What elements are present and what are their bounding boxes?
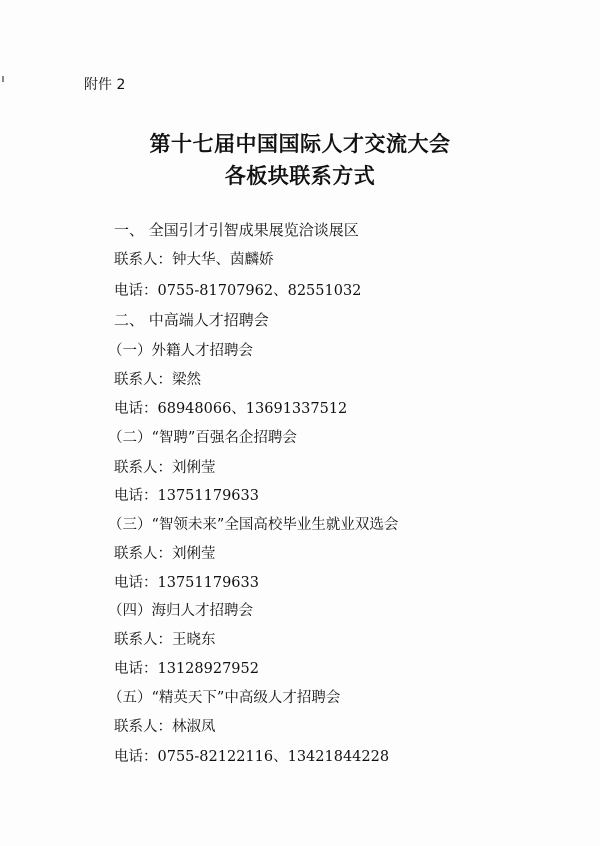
section-1-phone: 电话：0755-81707962、82551032 <box>114 283 362 299</box>
annex-label: 附件 2 <box>84 77 126 93</box>
section-2-heading: 二、 中高端人才招聘会 <box>114 311 269 329</box>
subsection-2d-contact: 联系人：王晓东 <box>114 632 216 648</box>
subsection-2b-title: （二）“智聘”百强名企招聘会 <box>108 430 297 446</box>
document-title: 第十七届中国国际人才交流大会 <box>149 131 451 156</box>
subsection-2c-title: （三）“智领未来”全国高校毕业生就业双选会 <box>108 517 399 533</box>
subsection-2a-phone: 电话：68948066、13691337512 <box>114 401 348 417</box>
section-1-heading: 一、 全国引才引智成果展览洽谈展区 <box>114 221 359 239</box>
scan-artifact <box>2 76 4 82</box>
subsection-2e-title: （五）“精英天下”中高级人才招聘会 <box>108 690 341 706</box>
subsection-2e-phone: 电话：0755-82122116、13421844228 <box>114 749 390 765</box>
subsection-2d-title: （四）海归人才招聘会 <box>108 603 253 619</box>
subsection-2b-contact: 联系人：刘俐莹 <box>114 460 216 476</box>
subsection-2c-phone: 电话：13751179633 <box>114 575 259 591</box>
subsection-2c-contact: 联系人：刘俐莹 <box>114 546 216 562</box>
subsection-2a-contact: 联系人：梁然 <box>114 372 201 388</box>
section-1-contact: 联系人：钟大华、茵麟娇 <box>114 252 274 268</box>
subsection-2e-contact: 联系人：林淑凤 <box>114 719 216 735</box>
subsection-2d-phone: 电话：13128927952 <box>114 661 259 677</box>
subsection-2a-title: （一）外籍人才招聘会 <box>108 343 253 359</box>
document-subtitle: 各板块联系方式 <box>224 163 376 188</box>
subsection-2b-phone: 电话：13751179633 <box>114 488 259 504</box>
